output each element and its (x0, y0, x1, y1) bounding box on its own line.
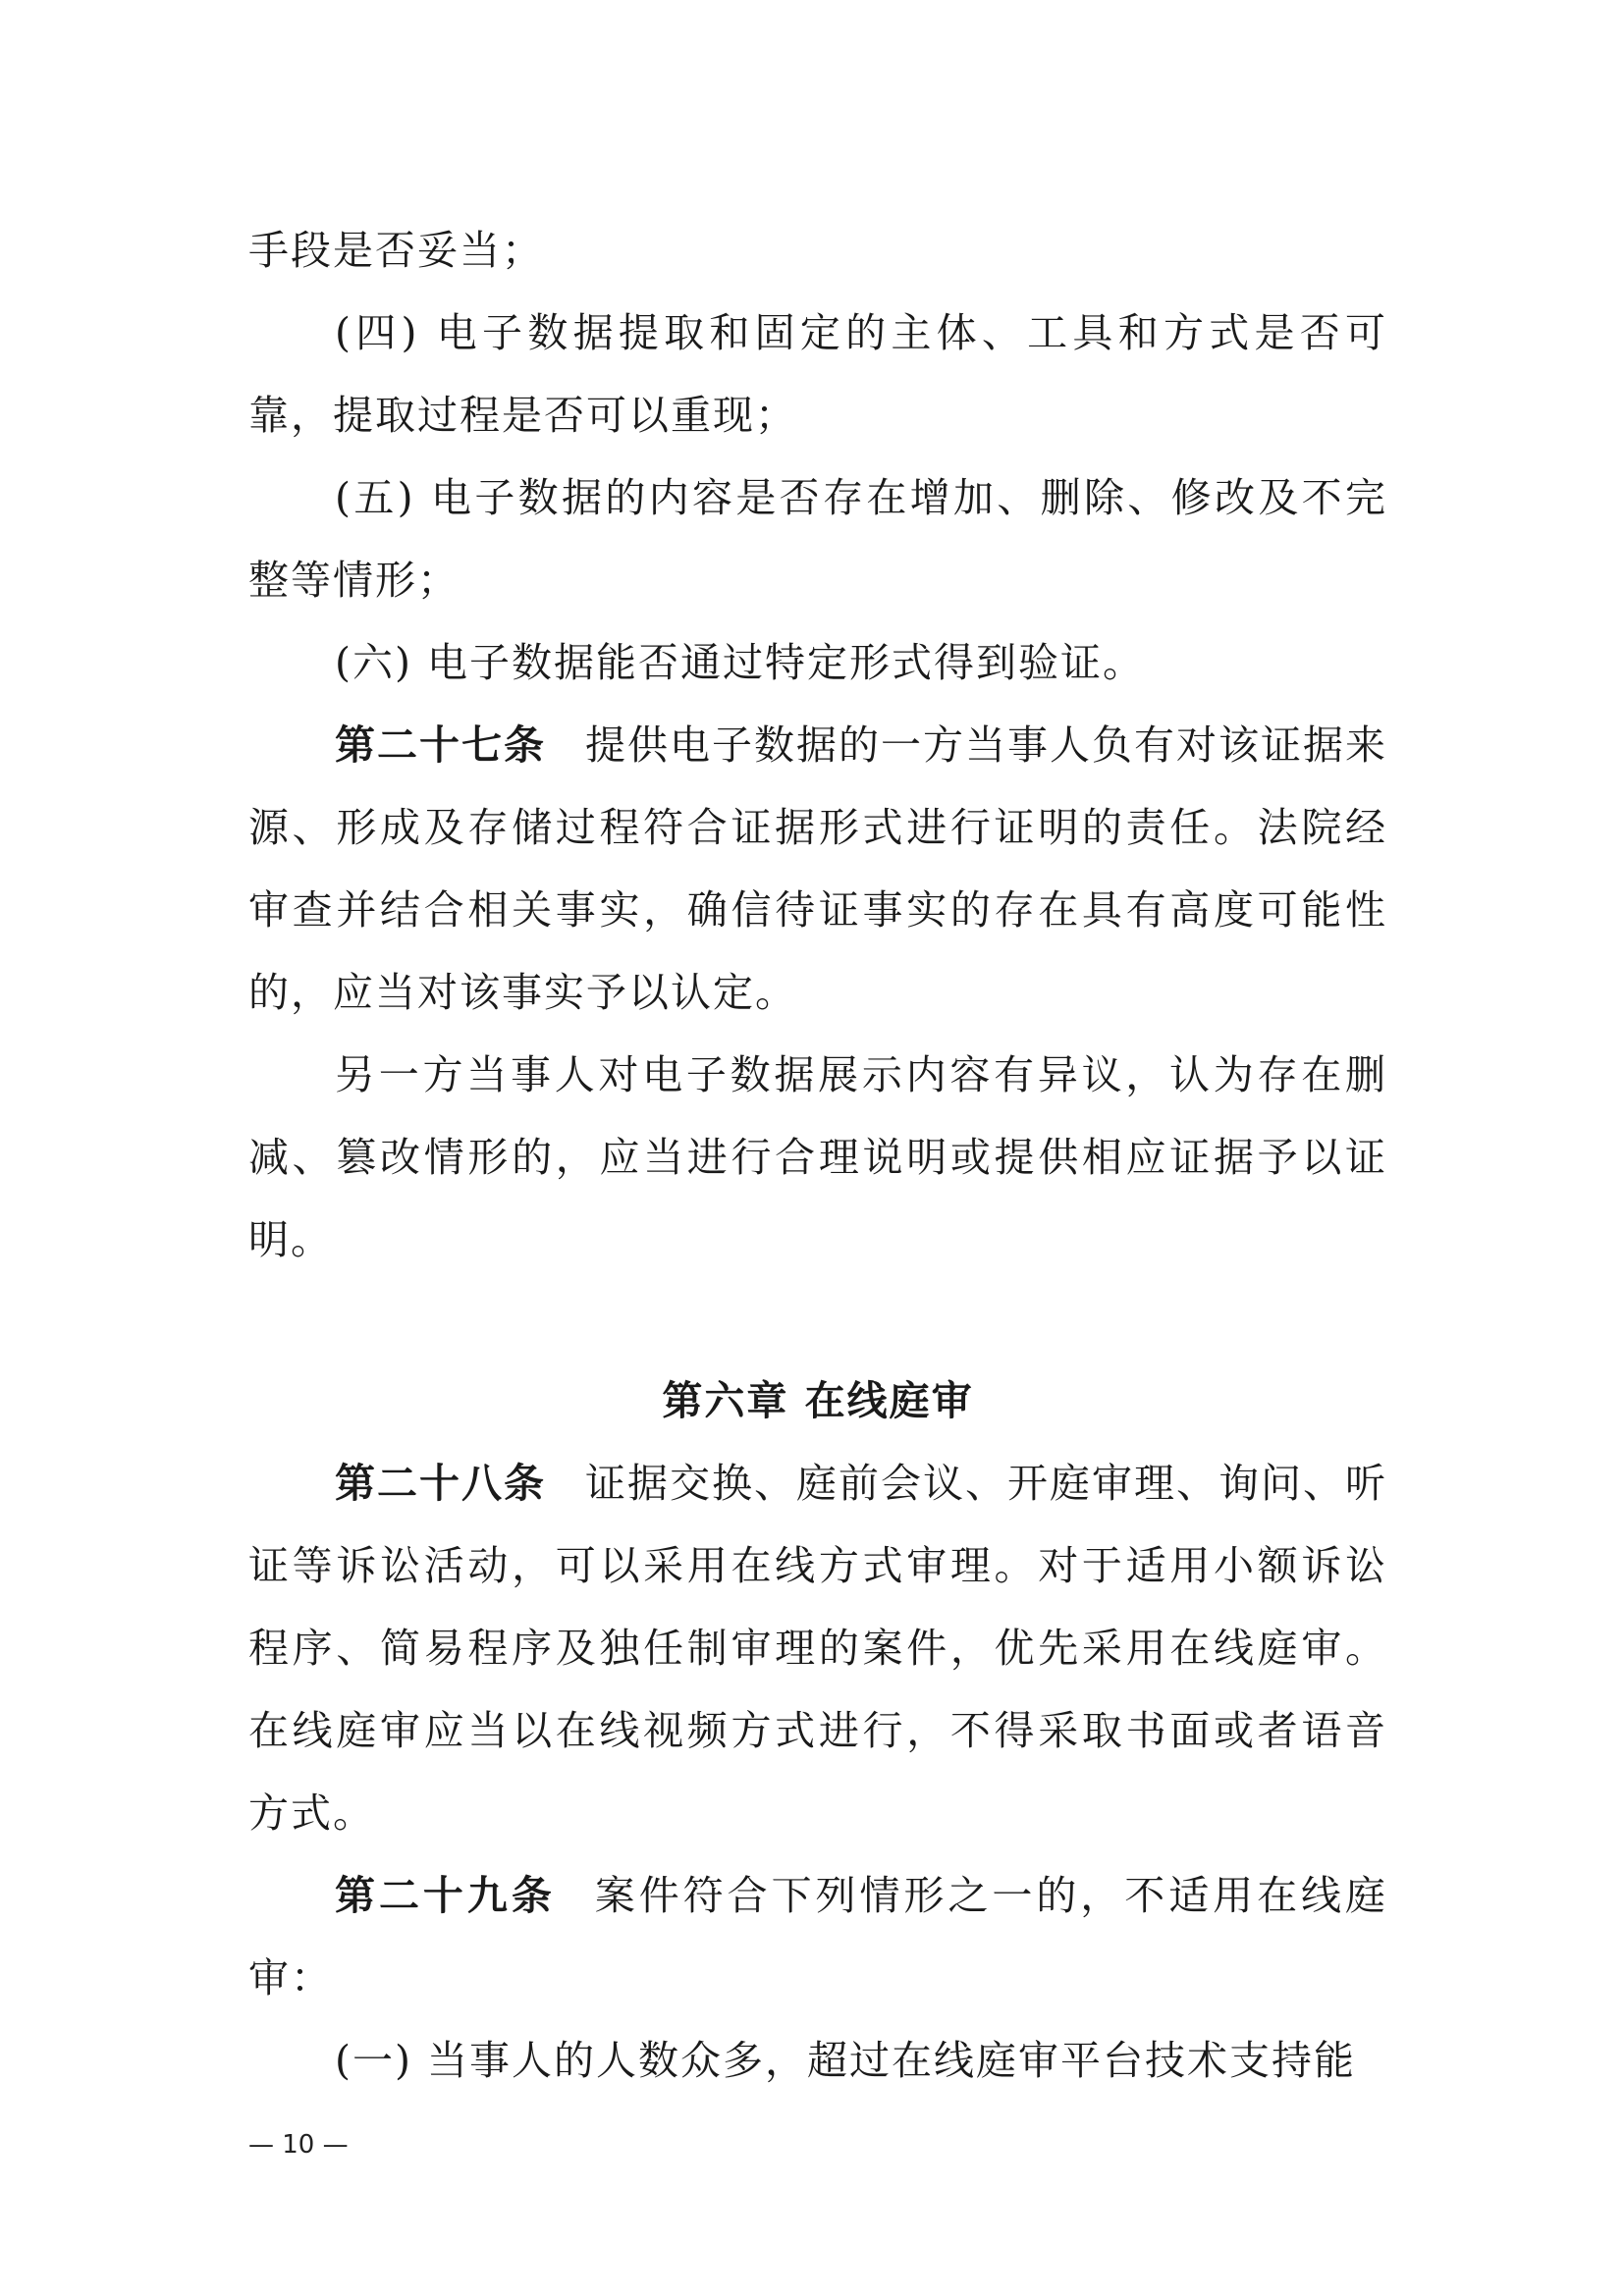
page-number: — 10 — (248, 2130, 349, 2160)
article-27-paragraph-2: 另一方当事人对电子数据展示内容有异议，认为存在删减、篡改情形的，应当进行合理说明或提供相应证据予以证明。 (248, 1051, 1387, 1263)
paragraph-item-5: (五) 电子数据的内容是否存在增加、删除、修改及不完整等情形； (248, 474, 1387, 604)
article-29-number: 第二十九条 (335, 1872, 556, 1919)
article-29-item-1: (一) 当事人的人数众多，超过在线庭审平台技术支持能 (335, 2037, 1357, 2084)
article-28-number: 第二十八条 (335, 1460, 546, 1507)
article-29 (248, 1854, 1387, 2019)
article-29-text: 案件符合下列情形之一的，不适用在线庭审： (248, 1872, 1388, 2002)
article-27 (248, 704, 1387, 1034)
paragraph-item-4: (四) 电子数据提取和固定的主体、工具和方式是否可靠，提取过程是否可以重现； (248, 309, 1387, 439)
article-27-text: 提供电子数据的一方当事人负有对该证据来源、形成及存储过程符合证据形式进行证明的责任。法院经审查并结合相关事实，确信待证事实的存在具有高度可能性的，应当对该事实予以认定。 (248, 721, 1387, 1016)
text-block-upper (248, 209, 1387, 1281)
paragraph-item-6: (六) 电子数据能否通过特定形式得到验证。 (335, 639, 1146, 686)
chapter-title: 第六章 在线庭审 (662, 1377, 974, 1424)
article-27-number: 第二十七条 (335, 721, 546, 769)
paragraph-continuation: 手段是否妥当； (248, 227, 544, 274)
text-block-lower (248, 1442, 1387, 2102)
article-28-text: 证据交换、庭前会议、开庭审理、询问、听证等诉讼活动，可以采用在线方式审理。对于适用小额诉讼程序、简易程序及独任制审理的案件，优先采用在线庭审。在线庭审应当以在线视频方式进行，不得采取书面或者语音方式。 (248, 1460, 1387, 1837)
article-28 (248, 1442, 1387, 1854)
